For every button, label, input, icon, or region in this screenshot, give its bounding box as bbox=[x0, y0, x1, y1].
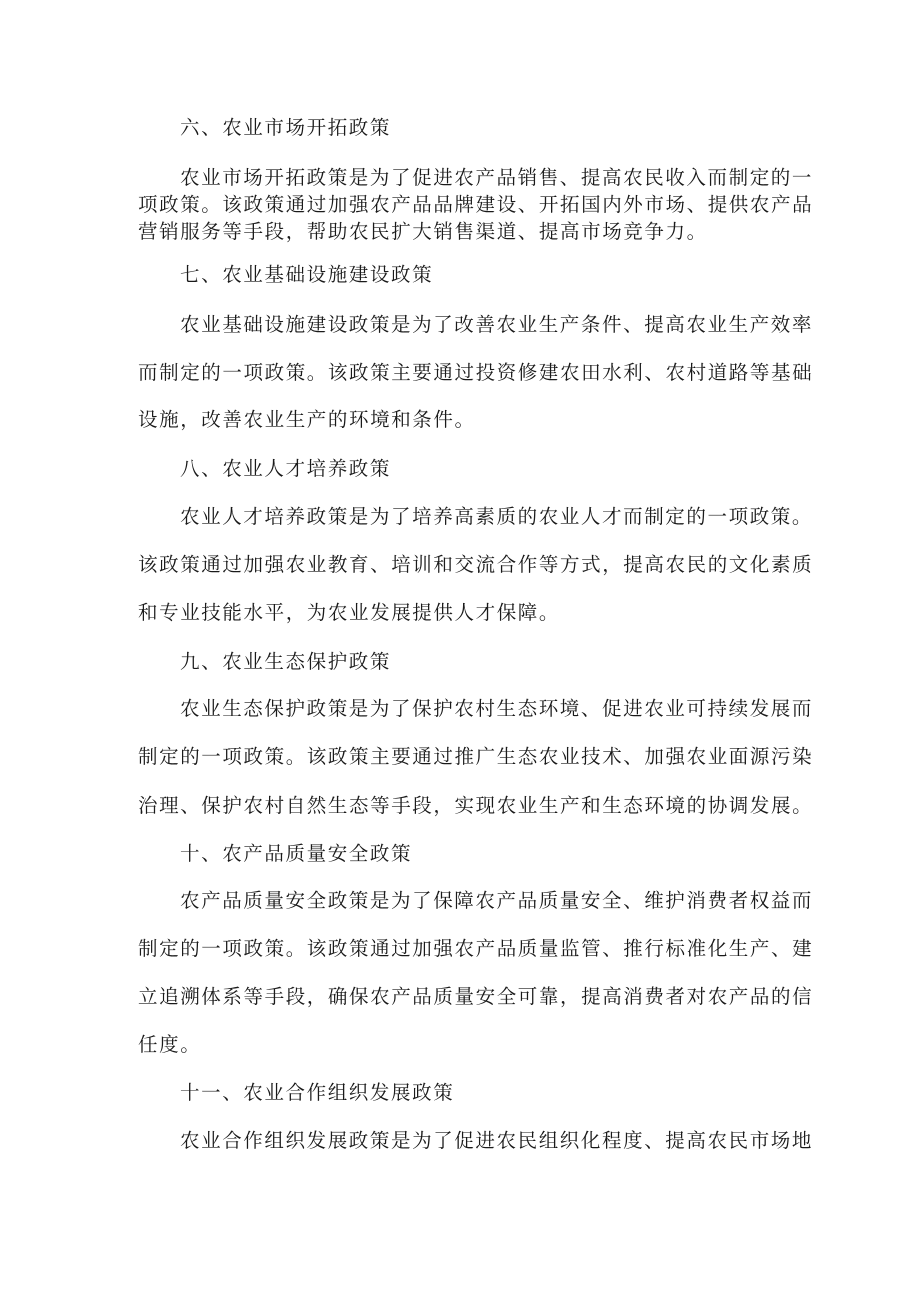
paragraph-line: 农业基础设施建设政策是为了改善农业生产条件、提高农业生产效率 bbox=[180, 313, 814, 336]
paragraph-line: 农业市场开拓政策是为了促进农产品销售、提高农民收入而制定的一 bbox=[180, 166, 814, 189]
section-heading: 六、农业市场开拓政策 bbox=[180, 116, 392, 139]
paragraph-line: 农产品质量安全政策是为了保障农产品质量安全、维护消费者权益而 bbox=[180, 889, 814, 912]
paragraph-line: 而制定的一项政策。该政策主要通过投资修建农田水利、农村道路等基础 bbox=[138, 361, 814, 384]
paragraph-line: 立追溯体系等手段，确保农产品质量安全可靠，提高消费者对农产品的信 bbox=[138, 985, 814, 1008]
section-heading: 十、农产品质量安全政策 bbox=[180, 842, 413, 865]
paragraph-line: 农业合作组织发展政策是为了促进农民组织化程度、提高农民市场地 bbox=[180, 1129, 814, 1152]
section-heading: 八、农业人才培养政策 bbox=[180, 457, 392, 480]
paragraph-line: 制定的一项政策。该政策主要通过推广生态农业技术、加强农业面源污染 bbox=[138, 745, 814, 768]
section-heading: 七、农业基础设施建设政策 bbox=[180, 263, 434, 286]
paragraph-line: 该政策通过加强农业教育、培训和交流合作等方式，提高农民的文化素质 bbox=[138, 553, 814, 576]
paragraph-line: 制定的一项政策。该政策通过加强农产品质量监管、推行标准化生产、建 bbox=[138, 937, 814, 960]
paragraph-line: 任度。 bbox=[138, 1033, 202, 1056]
section-heading: 十一、农业合作组织发展政策 bbox=[180, 1081, 455, 1104]
paragraph-line: 治理、保护农村自然生态等手段，实现农业生产和生态环境的协调发展。 bbox=[138, 794, 814, 817]
section-heading: 九、农业生态保护政策 bbox=[180, 650, 392, 673]
paragraph-line: 和专业技能水平，为农业发展提供人才保障。 bbox=[138, 601, 561, 624]
paragraph-line: 设施，改善农业生产的环境和条件。 bbox=[138, 408, 476, 431]
paragraph-line: 农业人才培养政策是为了培养高素质的农业人才而制定的一项政策。 bbox=[180, 505, 814, 528]
paragraph-line: 农业生态保护政策是为了保护农村生态环境、促进农业可持续发展而 bbox=[180, 697, 814, 720]
paragraph-line: 项政策。该政策通过加强农产品品牌建设、开拓国内外市场、提供农产品 bbox=[138, 193, 814, 216]
paragraph-line: 营销服务等手段，帮助农民扩大销售渠道、提高市场竞争力。 bbox=[138, 220, 708, 243]
